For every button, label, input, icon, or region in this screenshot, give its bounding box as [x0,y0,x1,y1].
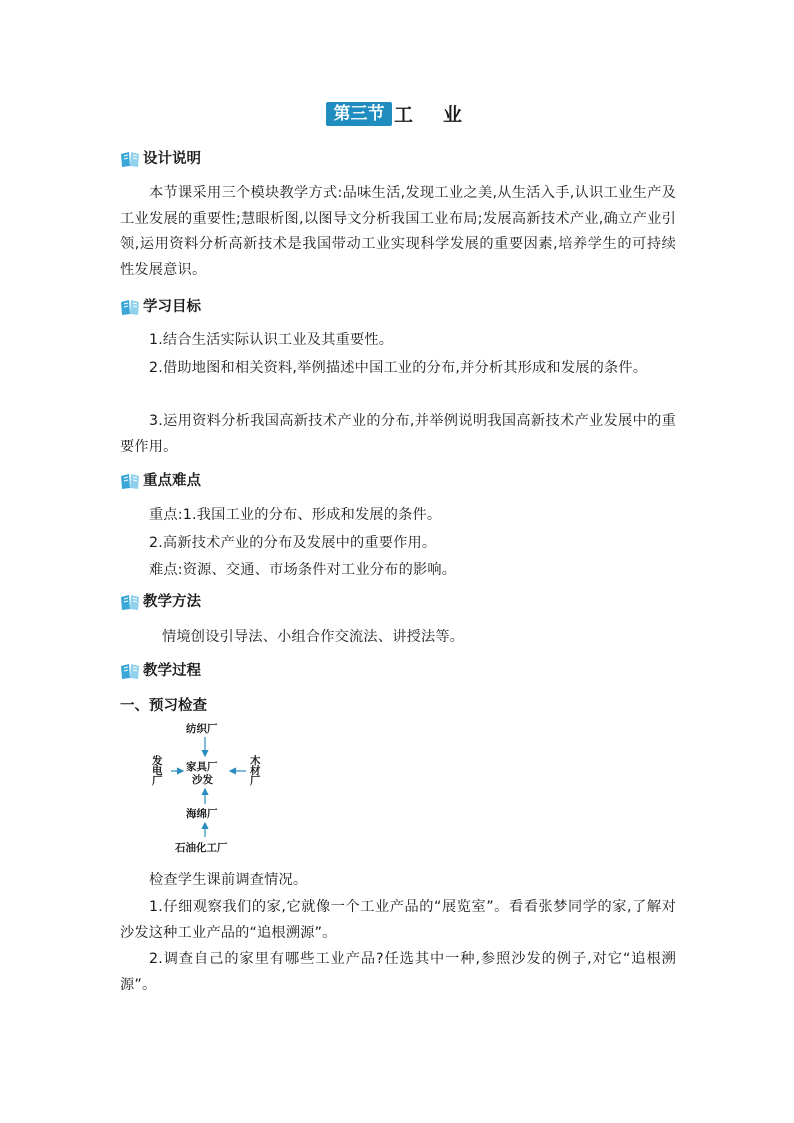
subheading-preview: 一、预习检查 [120,698,207,714]
heading-keypoints [120,470,201,492]
lesson-title [0,102,794,128]
keypoint-1: 重点:1.我国工业的分布、形成和发展的条件。 [149,507,442,523]
heading-label: 教学方法 [143,594,201,610]
difficulty: 难点:资源、交通、市场条件对工业分布的影响。 [149,562,457,578]
goal-item-1: 1.结合生活实际认识工业及其重要性。 [149,332,394,348]
book-icon [120,593,140,611]
book-icon [120,472,140,490]
node-textile: 纺织厂 [186,723,218,735]
node-sponge: 海绵厂 [186,808,218,820]
book-icon [120,298,140,316]
methods-paragraph: 情境创设引导法、小组合作交流法、讲授法等。 [162,629,465,645]
heading-label: 学习目标 [143,299,201,315]
heading-goals [120,296,201,318]
book-icon [120,150,140,168]
heading-label: 教学过程 [143,663,201,679]
task-1: 1.仔细观察我们的家,它就像一个工业产品的“展览室”。看看张梦同学的家,了解对沙发这种工业产品的“追根溯源”。 [120,899,676,941]
heading-methods [120,591,201,613]
title-text: 工业 [394,104,493,126]
design-paragraph: 本节课采用三个模块教学方式:品味生活,发现工业之美,从生活入手,认识工业生产及工业发展的重要性;慧眼析图,以图导文分析我国工业布局;发展高新技术产业,确立产业引领,运用资料分析高新技术是我国带动工业实现科学发展的重要因素,培养学生的可持续性发展意识。 [120,185,676,278]
node-sofa: 沙发 [192,774,213,786]
task-2: 2.调查自己的家里有哪些工业产品?任选其中一种,参照沙发的例子,对它“追根溯源”。 [120,951,676,993]
node-power: 发电厂 [152,755,163,787]
check-paragraph: 检查学生课前调查情况。 [149,872,308,888]
node-petrochem: 石油化工厂 [175,842,228,854]
keypoint-2: 2.高新技术产业的分布及发展中的重要作用。 [149,535,437,551]
sofa-supply-diagram [145,720,275,860]
heading-label: 重点难点 [143,473,201,489]
heading-process [120,660,201,682]
diagram-arrows [145,720,275,860]
heading-label: 设计说明 [143,151,201,167]
section-badge: 第三节 [326,102,392,126]
node-timber: 木材厂 [250,755,261,787]
goal-item-2: 2.借助地图和相关资料,举例描述中国工业的分布,并分析其形成和发展的条件。 [149,360,648,376]
goal-item-3: 3.运用资料分析我国高新技术产业的分布,并举例说明我国高新技术产业发展中的重要作用。 [120,413,676,455]
heading-design [120,148,201,170]
node-furniture: 家具厂 [186,761,218,773]
book-icon [120,662,140,680]
